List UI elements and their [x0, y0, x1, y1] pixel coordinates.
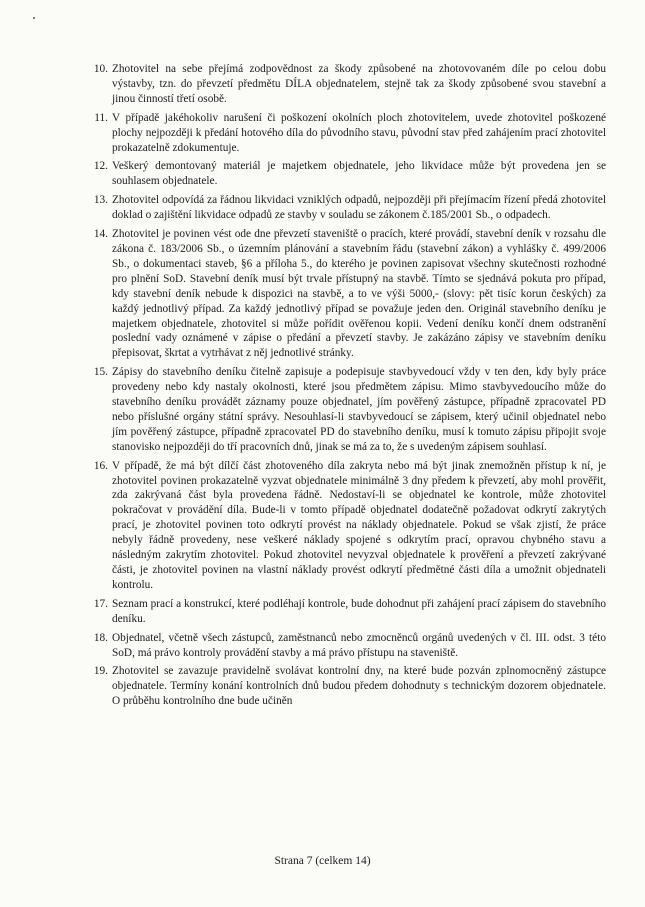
- clause-13: [86, 193, 606, 223]
- clause-text: Veškerý demontovaný materiál je majetkem objednatele, jeho likvidace může být provedena jen se souhlasem objednatele.: [112, 160, 606, 188]
- clause-text: Zápisy do stavebního deníku čitelně zapisuje a podepisuje stavbyvedoucí vždy v ten den, kdy byly práce provedeny nebo kdy nastaly okolnosti, které jsou předmětem zápisu. Mimo stavbyvedoucího může do stavebního deníku provádět záznamy pouze objednatel, jím pověřený zástupce, případně zpracovatel PD nebo příslušné orgány státní správy. Nesouhlasí-li stavbyvedoucí se zápisem, který učinil objednatel nebo jím pověřený zástupce, případně zpracovatel PD do stavebního deníku, musí k tomuto zápisu připojit svoje stanovisko nejpozději do tří pracovních dnů, jinak se má za to, že s uvedeným zápisem souhlasí.: [112, 366, 606, 453]
- clause-number: 13.: [93, 194, 108, 207]
- clause-12: [86, 159, 606, 189]
- clause-text: Zhotovitel je povinen vést ode dne převzetí staveniště o pracích, které provádí, stavební deník v rozsahu dle zákona č. 183/2006 Sb., o územním plánování a stavebním řádu (stavební zákon) a vyhlášky č. 499/2006 Sb., o dokumentaci staveb, §6 a příloha 5., do kterého je povinen zapisovat všechny skutečnosti rozhodné pro plnění SoD. Stavební deník musí být trvale přístupný na stavbě. Tímto se sjednává pokuta pro případ, kdy stavební deník nebude k dispozici na stavbě, a to ve výši 5000,- (slovy: pět tisíc korun českých) za každý jednotlivý případ. Za každý jednotlivý případ se považuje jeden den. Originál stavebního deníku je majetkem objednatele, zhotovitel si může pořídit ověřenou kopii. Vedení deníku končí dnem odstranění poslední vady oznámené v zápise o předání a převzetí stavby. Je zakázáno zápisy ve stavebním deníku přepisovat, škrtat a vytrhávat z něj jednotlivé stránky.: [112, 228, 606, 360]
- clause-number: 15.: [93, 366, 108, 379]
- document-body: [86, 62, 606, 713]
- clause-text: Zhotovitel odpovídá za řádnou likvidaci vzniklých odpadů, nejpozději při přejímacím řízení předá zhotovitel doklad o zajištění likvidace odpadů ze stavby v souladu se zákonem č.185/2001 Sb., o odpadech.: [112, 194, 606, 222]
- clause-17: [86, 597, 606, 627]
- clause-15: [86, 365, 606, 454]
- clause-number: 16.: [93, 459, 108, 472]
- clause-number: 12.: [93, 160, 108, 173]
- clause-text: V případě jakéhokoliv narušení či poškození okolních ploch zhotovitelem, uvede zhotovitel poškozené plochy nejpozději k předání hotového díla do původního stavu, původní stav před zahájením prací zhotovitel prokazatelně zdokumentuje.: [112, 111, 606, 154]
- clause-number: 19.: [93, 665, 108, 678]
- clause-number: 18.: [93, 631, 108, 644]
- clause-text: Objednatel, včetně všech zástupců, zaměstnanců nebo zmocněnců orgánů uvedených v čl. III. odst. 3 této SoD, má právo kontroly provádění stavby a má právo přístupu na staveniště.: [112, 631, 606, 659]
- clause-14: [86, 227, 606, 361]
- clause-number: 10.: [93, 63, 108, 75]
- clause-10: [86, 62, 606, 107]
- clause-16: [86, 459, 606, 593]
- scan-speck: [33, 17, 35, 19]
- clause-text: Zhotovitel se zavazuje pravidelně svolávat kontrolní dny, na které bude pozván zplnomocněný zástupce objednatele. Termíny konání kontrolních dnů budou předem dohodnuty s technickým dozorem objednatele. O průběhu kontrolního dne bude učiněn: [112, 665, 606, 708]
- clause-19: [86, 664, 606, 709]
- clause-number: 11.: [94, 111, 108, 124]
- clause-number: 14.: [93, 228, 108, 241]
- clause-text: Zhotovitel na sebe přejímá zodpovědnost za škody způsobené na zhotovovaném díle po celou dobu výstavby, tzn. do převzetí předmětu DÍLA objednatelem, stejně tak za škody způsobené svou stavební a jinou činností třetí osobě.: [112, 63, 606, 105]
- clause-text: Seznam prací a konstrukcí, které podléhají kontrole, bude dohodnut při zahájení prací zápisem do stavebního deníku.: [112, 597, 606, 625]
- page-number: Strana 7 (celkem 14): [274, 855, 371, 867]
- clause-text: V případě, že má být dílčí část zhotoveného díla zakryta nebo má být jinak znemožněn přístup k ní, je zhotovitel povinen prokazatelně vyzvat objednatele minimálně 3 dny předem k převzetí, aby mohl prověřit, zda zakrývaná část byla provedena řádně. Nedostaví-li se objednatel ke kontrole, může zhotovitel pokračovat v provádění díla. Bude-li v tomto případě objednatel dodatečně požadovat odkrytí zakrytých prací, je zhotovitel povinen toto odkrytí provést na náklady objednatele. Pokud se však zjistí, že práce nebyly řádně provedeny, nese veškeré náklady spojené s odkrytím prací, opravou chybného stavu a následným zakrytím zhotovitel. Pokud zhotovitel nevyzval objednatele k prověření a převzetí zakrývané části, je zhotovitel povinen na vlastní náklady provést odkrytí předmětné části díla a umožnit objednateli kontrolu.: [112, 459, 606, 591]
- clause-number: 17.: [93, 597, 108, 610]
- clause-18: [86, 631, 606, 661]
- clause-11: [86, 111, 606, 156]
